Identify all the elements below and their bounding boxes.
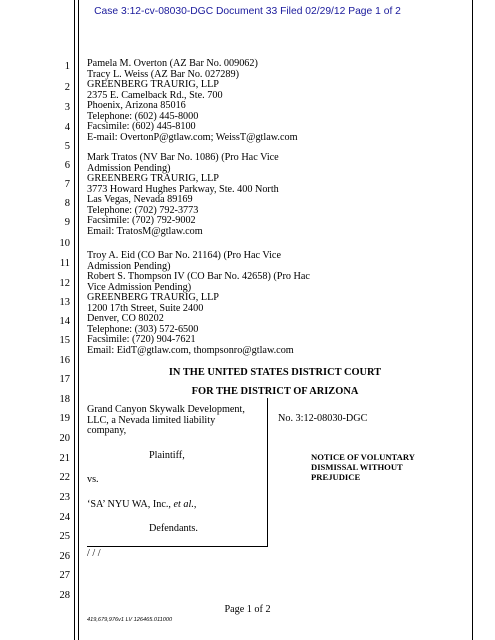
counsel-block-colorado: [87, 251, 310, 356]
line-number: 1: [64, 61, 70, 72]
defendant-name-text: ‘SA’ NYU WA, Inc.,: [87, 498, 174, 510]
line-number: 13: [59, 297, 70, 308]
document-title-line: PREJUDICE: [311, 472, 361, 482]
counsel-block-arizona: [87, 59, 298, 143]
line-number: 5: [64, 141, 70, 152]
court-name: IN THE UNITED STATES DISTRICT COURT: [168, 367, 382, 378]
line-number: 7: [64, 179, 70, 190]
line-number: 8: [64, 198, 70, 209]
line-number: 6: [64, 160, 70, 171]
counsel-line: Vice Admission Pending): [87, 281, 192, 293]
line-number: 19: [59, 413, 70, 424]
counsel-line: GREENBERG TRAURIG, LLP: [87, 79, 219, 90]
line-number: 2: [64, 82, 70, 93]
counsel-block-nevada: [87, 153, 279, 237]
left-margin-rule: [74, 0, 75, 640]
line-number: 14: [59, 316, 70, 327]
footer-document-id: 419,679,976v1 LV 126465.011000: [87, 617, 173, 623]
right-margin-rule: [472, 0, 473, 640]
counsel-line: 2375 E. Camelback Rd., Ste. 700: [87, 89, 223, 101]
counsel-line: Admission Pending): [87, 162, 171, 174]
counsel-line: Mark Tratos (NV Bar No. 1086) (Pro Hac Vice: [87, 152, 279, 163]
counsel-line: Email: EidT@gtlaw.com, thompsonro@gtlaw.com: [87, 344, 294, 356]
line-number: 25: [59, 531, 70, 542]
left-margin-rule-inner: [78, 0, 79, 640]
counsel-line: E-mail: OvertonP@gtlaw.com; WeissT@gtlaw.com: [87, 131, 298, 143]
counsel-line: Phoenix, Arizona 85016: [87, 100, 186, 111]
counsel-line: 3773 Howard Hughes Parkway, Ste. 400 North: [87, 183, 279, 195]
line-number: 24: [59, 512, 70, 523]
line-number: 18: [59, 394, 70, 405]
counsel-line: Telephone: (702) 792-3773: [87, 204, 199, 216]
body-continuation-mark: / / /: [87, 548, 101, 559]
defendant-label: Defendants.: [149, 523, 198, 534]
line-number: 11: [59, 258, 70, 269]
counsel-line: Denver, CO 80202: [87, 313, 164, 324]
line-number: 21: [59, 453, 70, 464]
case-caption-parties: [87, 405, 262, 535]
line-number: 16: [59, 355, 70, 366]
pleading-line-numbers: [0, 0, 70, 640]
line-number: 3: [64, 102, 70, 113]
counsel-line: Troy A. Eid (CO Bar No. 21164) (Pro Hac Vice: [87, 250, 281, 261]
court-district: FOR THE DISTRICT OF ARIZONA: [191, 386, 359, 397]
line-number: 26: [59, 551, 70, 562]
ecf-header: Case 3:12-cv-08030-DGC Document 33 Filed 02/29/12 Page 1 of 2: [94, 6, 401, 17]
counsel-line: Las Vegas, Nevada 89169: [87, 194, 193, 205]
plaintiff-name-line: LLC, a Nevada limited liability: [87, 414, 216, 426]
counsel-line: Pamela M. Overton (AZ Bar No. 009062): [87, 58, 258, 69]
document-title-line: DISMISSAL WITHOUT: [311, 462, 403, 472]
plaintiff-name-line: company,: [87, 425, 127, 436]
document-title-line: NOTICE OF VOLUNTARY: [311, 452, 415, 462]
case-number: No. 3:12-08030-DGC: [278, 413, 368, 424]
line-number: 28: [59, 590, 70, 601]
line-number: 23: [59, 492, 70, 503]
counsel-line: Tracy L. Weiss (AZ Bar No. 027289): [87, 68, 239, 80]
counsel-line: Facsimile: (702) 792-9002: [87, 215, 196, 226]
line-number: 20: [59, 433, 70, 444]
plaintiff-name-line: Grand Canyon Skywalk Development,: [87, 404, 245, 415]
line-number: 10: [59, 238, 70, 249]
plaintiff-label: Plaintiff,: [149, 449, 185, 461]
counsel-line: GREENBERG TRAURIG, LLP: [87, 292, 219, 303]
line-number: 27: [59, 570, 70, 581]
caption-divider-horizontal: [87, 546, 268, 547]
line-number: 15: [59, 335, 70, 346]
defendant-name-suffix: ,: [193, 498, 197, 510]
et-al-text: et al.: [173, 498, 194, 510]
counsel-line: Telephone: (303) 572-6500: [87, 323, 199, 335]
counsel-line: Facsimile: (720) 904-7621: [87, 334, 196, 345]
line-number: 22: [59, 472, 70, 483]
defendant-name: [87, 500, 262, 511]
counsel-line: 1200 17th Street, Suite 2400: [87, 302, 204, 314]
line-number: 12: [59, 278, 70, 289]
line-number: 17: [59, 374, 70, 385]
page-footer-number: Page 1 of 2: [224, 604, 271, 615]
versus-label: vs.: [87, 474, 99, 485]
counsel-line: Admission Pending): [87, 260, 171, 272]
counsel-line: Telephone: (602) 445-8000: [87, 110, 199, 122]
document-title: [311, 452, 415, 482]
counsel-line: Facsimile: (602) 445-8100: [87, 121, 196, 132]
line-number: 9: [64, 217, 70, 228]
counsel-line: Robert S. Thompson IV (CO Bar No. 42658) (Pro Hac: [87, 271, 310, 282]
caption-divider-vertical: [267, 398, 268, 546]
counsel-line: GREENBERG TRAURIG, LLP: [87, 173, 219, 184]
line-number: 4: [64, 122, 70, 133]
counsel-line: Email: TratosM@gtlaw.com: [87, 225, 203, 237]
